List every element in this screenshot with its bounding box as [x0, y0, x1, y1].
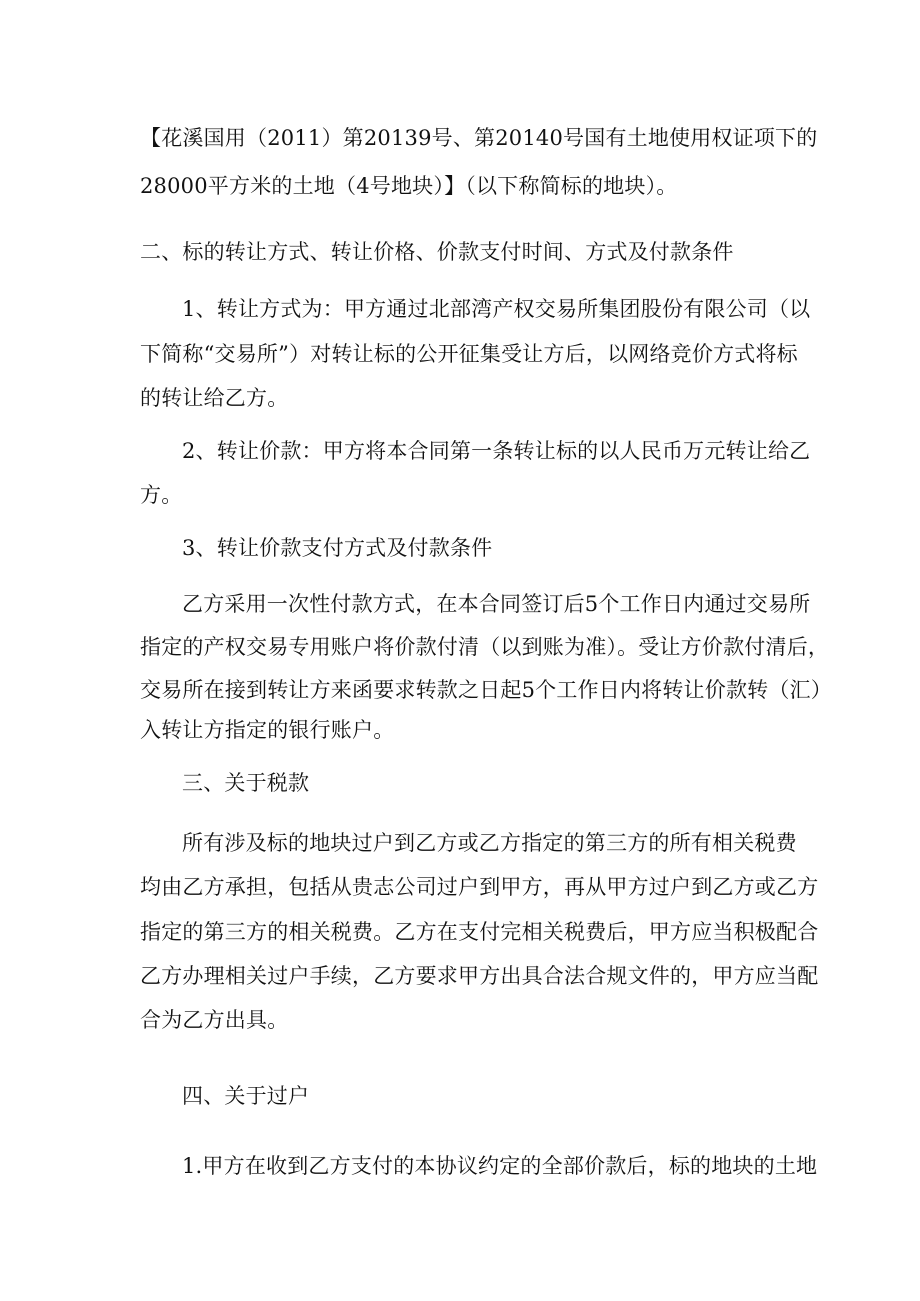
- paragraph-line: 2、转让价款：甲方将本合同第一条转让标的以人民币万元转让给乙: [182, 439, 811, 463]
- paragraph-line: 【花溪国用（2011）第20139号、第20140号国有土地使用权证项下的: [140, 126, 818, 150]
- paragraph-line: 合为乙方出具。: [140, 1008, 289, 1032]
- paragraph-line: 入转让方指定的银行账户。: [140, 718, 395, 742]
- paragraph-line: 交易所在接到转让方来函要求转款之日起5个工作日内将转让价款转（汇）: [140, 678, 832, 702]
- paragraph-line: 1、转让方式为：甲方通过北部湾产权交易所集团股份有限公司（以: [182, 297, 811, 321]
- section-heading: 三、关于税款: [182, 771, 310, 795]
- section-heading: 四、关于过户: [182, 1084, 310, 1108]
- paragraph-line: 指定的产权交易专用账户将价款付清（以到账为准）。受让方价款付清后，: [140, 635, 830, 659]
- paragraph-line: 方。: [140, 483, 183, 507]
- section-heading: 二、标的转让方式、转让价格、价款支付时间、方式及付款条件: [140, 240, 734, 264]
- paragraph-line: 28000平方米的土地（4号地块）】（以下称简标的地块）。: [140, 174, 678, 198]
- paragraph-line: 指定的第三方的相关税费。乙方在支付完相关税费后，甲方应当积极配合: [140, 920, 819, 944]
- paragraph-line: 均由乙方承担，包括从贵志公司过户到甲方，再从甲方过户到乙方或乙方: [140, 875, 819, 899]
- paragraph-line: 乙方采用一次性付款方式，在本合同签订后5个工作日内通过交易所: [182, 592, 811, 616]
- paragraph-line: 1.甲方在收到乙方支付的本协议约定的全部价款后，标的地块的土地: [182, 1154, 818, 1178]
- paragraph-line: 下简称“交易所”）对转让标的公开征集受让方后，以网络竞价方式将标: [140, 342, 798, 366]
- subsection-heading: 3、转让价款支付方式及付款条件: [182, 536, 493, 560]
- paragraph-line: 乙方办理相关过户手续，乙方要求甲方出具合法合规文件的，甲方应当配: [140, 964, 819, 988]
- paragraph-line: 的转让给乙方。: [140, 386, 289, 410]
- paragraph-line: 所有涉及标的地块过户到乙方或乙方指定的第三方的所有相关税费: [182, 831, 797, 855]
